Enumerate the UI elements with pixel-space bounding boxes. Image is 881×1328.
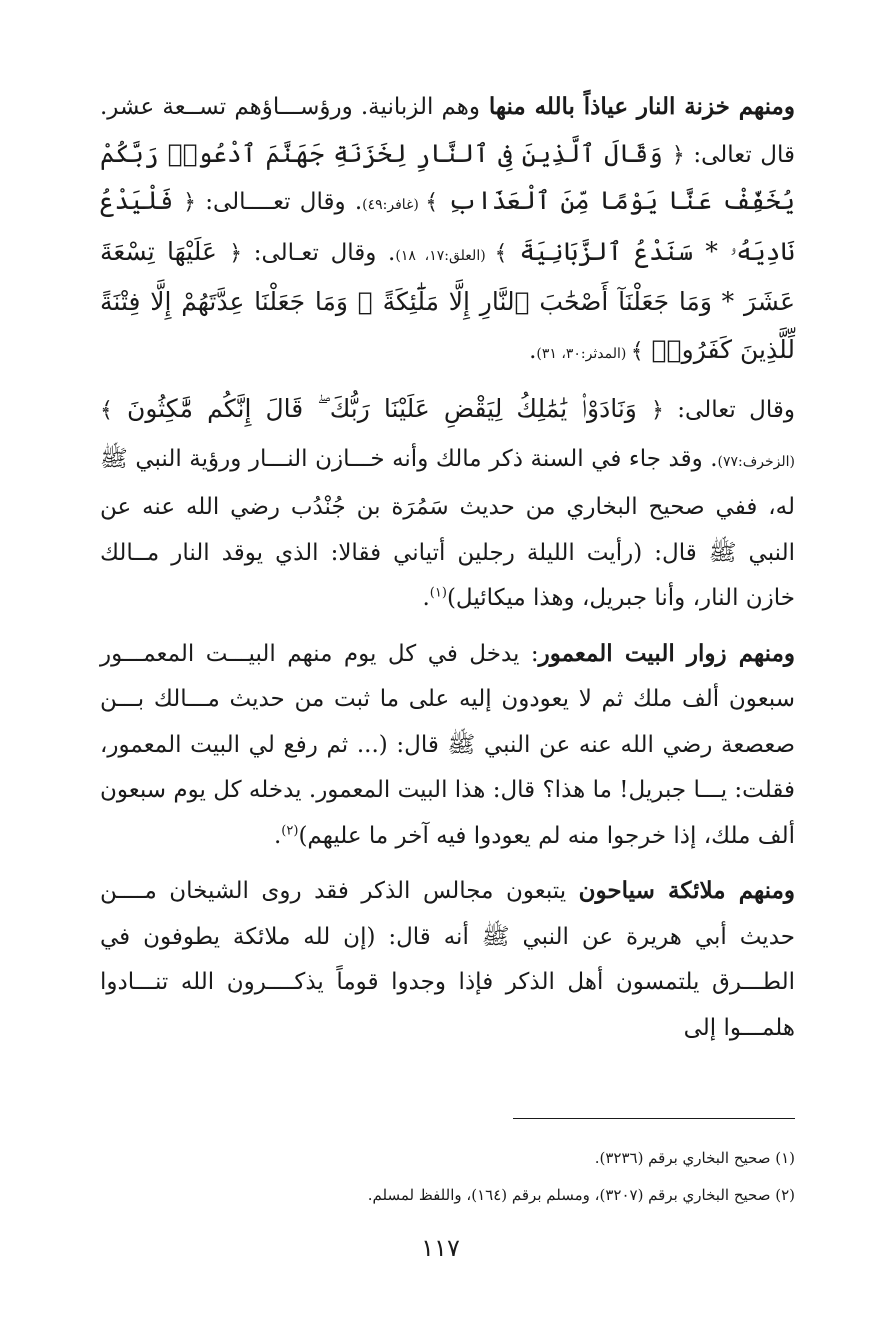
- bold-phrase: ومنهم خزنة النار عياذاً بالله منها: [480, 93, 795, 120]
- ornate-bracket: ﴾: [100, 398, 113, 423]
- text-run: . وقال تعــــالى:: [195, 189, 363, 215]
- text-run: وقال تعالى:: [663, 397, 796, 423]
- text-run: : يدخل في كل يوم منهم البيـــت المعمـــور سبعون ألف ملك ثم لا يعودون إليه على ما ثبت من حديث مـــالك بـــن صعصعة رضي الله عنه عن النبي ﷺ قال: (... ثم رفع لي البيت المعمور، فقلت: يـــا جبريل! ما هذا؟ قال: هذا البيت المعمور. يدخله كل يوم سبعون ألف ملك، إذا خرجوا منه لم يعودوا فيه آخر ما عليهم): [100, 640, 795, 849]
- verse-reference: (العلق:١٧، ١٨): [395, 247, 495, 264]
- quran-verse: عَلَيْهَا تِسْعَةَ عَشَرَ * وَمَا جَعَلْنَآ أَصْحَٰبَ ٱلنَّارِ إِلَّا مَلَٰٓئِكَةً ۙ وَمَا جَعَلْنَا عِدَّتَهُمْ إِلَّا فِتْنَةً لِّلَّذِينَ كَفَرُوا۟: [100, 236, 795, 364]
- footnotes: [100, 1140, 795, 1214]
- ornate-bracket: ﴿: [650, 398, 664, 423]
- text-run: . وقال تعـالى:: [242, 239, 396, 266]
- ornate-bracket: ﴿: [183, 190, 196, 215]
- footnote-separator: [513, 1118, 795, 1119]
- footnote: (١) صحيح البخاري برقم (٣٢٣٦).: [594, 1149, 795, 1167]
- footnote-marker: (٢): [281, 822, 299, 838]
- body-text: [100, 84, 795, 1051]
- footnote: (٢) صحيح البخاري برقم (٣٢٠٧)، ومسلم برقم (١٦٤)، واللفظ لمسلم.: [367, 1186, 795, 1204]
- bold-phrase: ومنهم ملائكة سياحون: [578, 877, 795, 904]
- text-run: .: [529, 337, 537, 364]
- paragraph: [100, 84, 795, 377]
- verse-reference: (المدثر:٣٠، ٣١): [536, 345, 631, 362]
- ornate-bracket: ﴾: [630, 338, 644, 364]
- text-run: . وقد جاء في السنة ذكر مالك وأنه خـــازن النـــار ورؤية النبي ﷺ له، ففي صحيح البخاري من حديث سَمُرَة بن جُنْدُب رضي الله عنه عن النبي ﷺ قال: (رأيت الليلة رجلين أتياني فقالا: الذي يوقد النار مــالك خازن النار، وأنا جبريل، وهذا ميكائيل): [100, 445, 795, 611]
- ornate-bracket: ﴿: [671, 142, 685, 168]
- paragraph: [100, 868, 795, 1051]
- bold-phrase: ومنهم زوار البيت المعمور: [538, 639, 795, 667]
- ornate-bracket: ﴾: [425, 190, 439, 215]
- paragraph: [100, 386, 795, 622]
- text-run: يتبعون مجالس الذكر فقد روى الشيخان مــــن حديث أبي هريرة عن النبي ﷺ أنه قال: (إن لله ملائكة يطوفون في الطـــرق يلتمسون أهل الذكر فإذا وجدوا قوماً يذكــــرون الله تنـــادوا هلمـــوا إلى: [100, 878, 795, 1041]
- paragraph: [100, 631, 795, 860]
- text-run: .: [422, 585, 430, 611]
- ornate-bracket: ﴾: [494, 240, 508, 266]
- ornate-bracket: ﴿: [229, 240, 243, 266]
- quran-verse: وَنَادَوْا۟ يَٰمَٰلِكُ لِيَقْضِ عَلَيْنَا رَبُّكَ ۖ قَالَ إِنَّكُم مَّٰكِثُونَ: [112, 394, 651, 423]
- quran-verse: وَقَالَ ٱلَّذِينَ فِى ٱلنَّارِ لِخَزَنَةِ جَهَنَّمَ ٱدْعُوا۟ رَبَّكُمْ يُخَفِّفْ عَنَّا يَوْمًا مِّنَ ٱلْعَذَابِ: [100, 138, 795, 215]
- footnote-marker: (١): [429, 585, 447, 601]
- verse-reference: (غافر:٤٩): [362, 197, 426, 213]
- text-run: .: [273, 822, 282, 849]
- quran-verse: فَلْيَدْعُ نَادِيَهُۥ * سَنَدْعُ ٱلزَّبَانِيَةَ: [100, 186, 796, 266]
- verse-reference: (الزخرف:٧٧): [717, 453, 795, 470]
- page-number: ١١٧: [421, 1234, 460, 1262]
- text-run: وهم الزبانية. ورؤســـاؤهم تســعة عشر. قال تعالى:: [100, 94, 795, 168]
